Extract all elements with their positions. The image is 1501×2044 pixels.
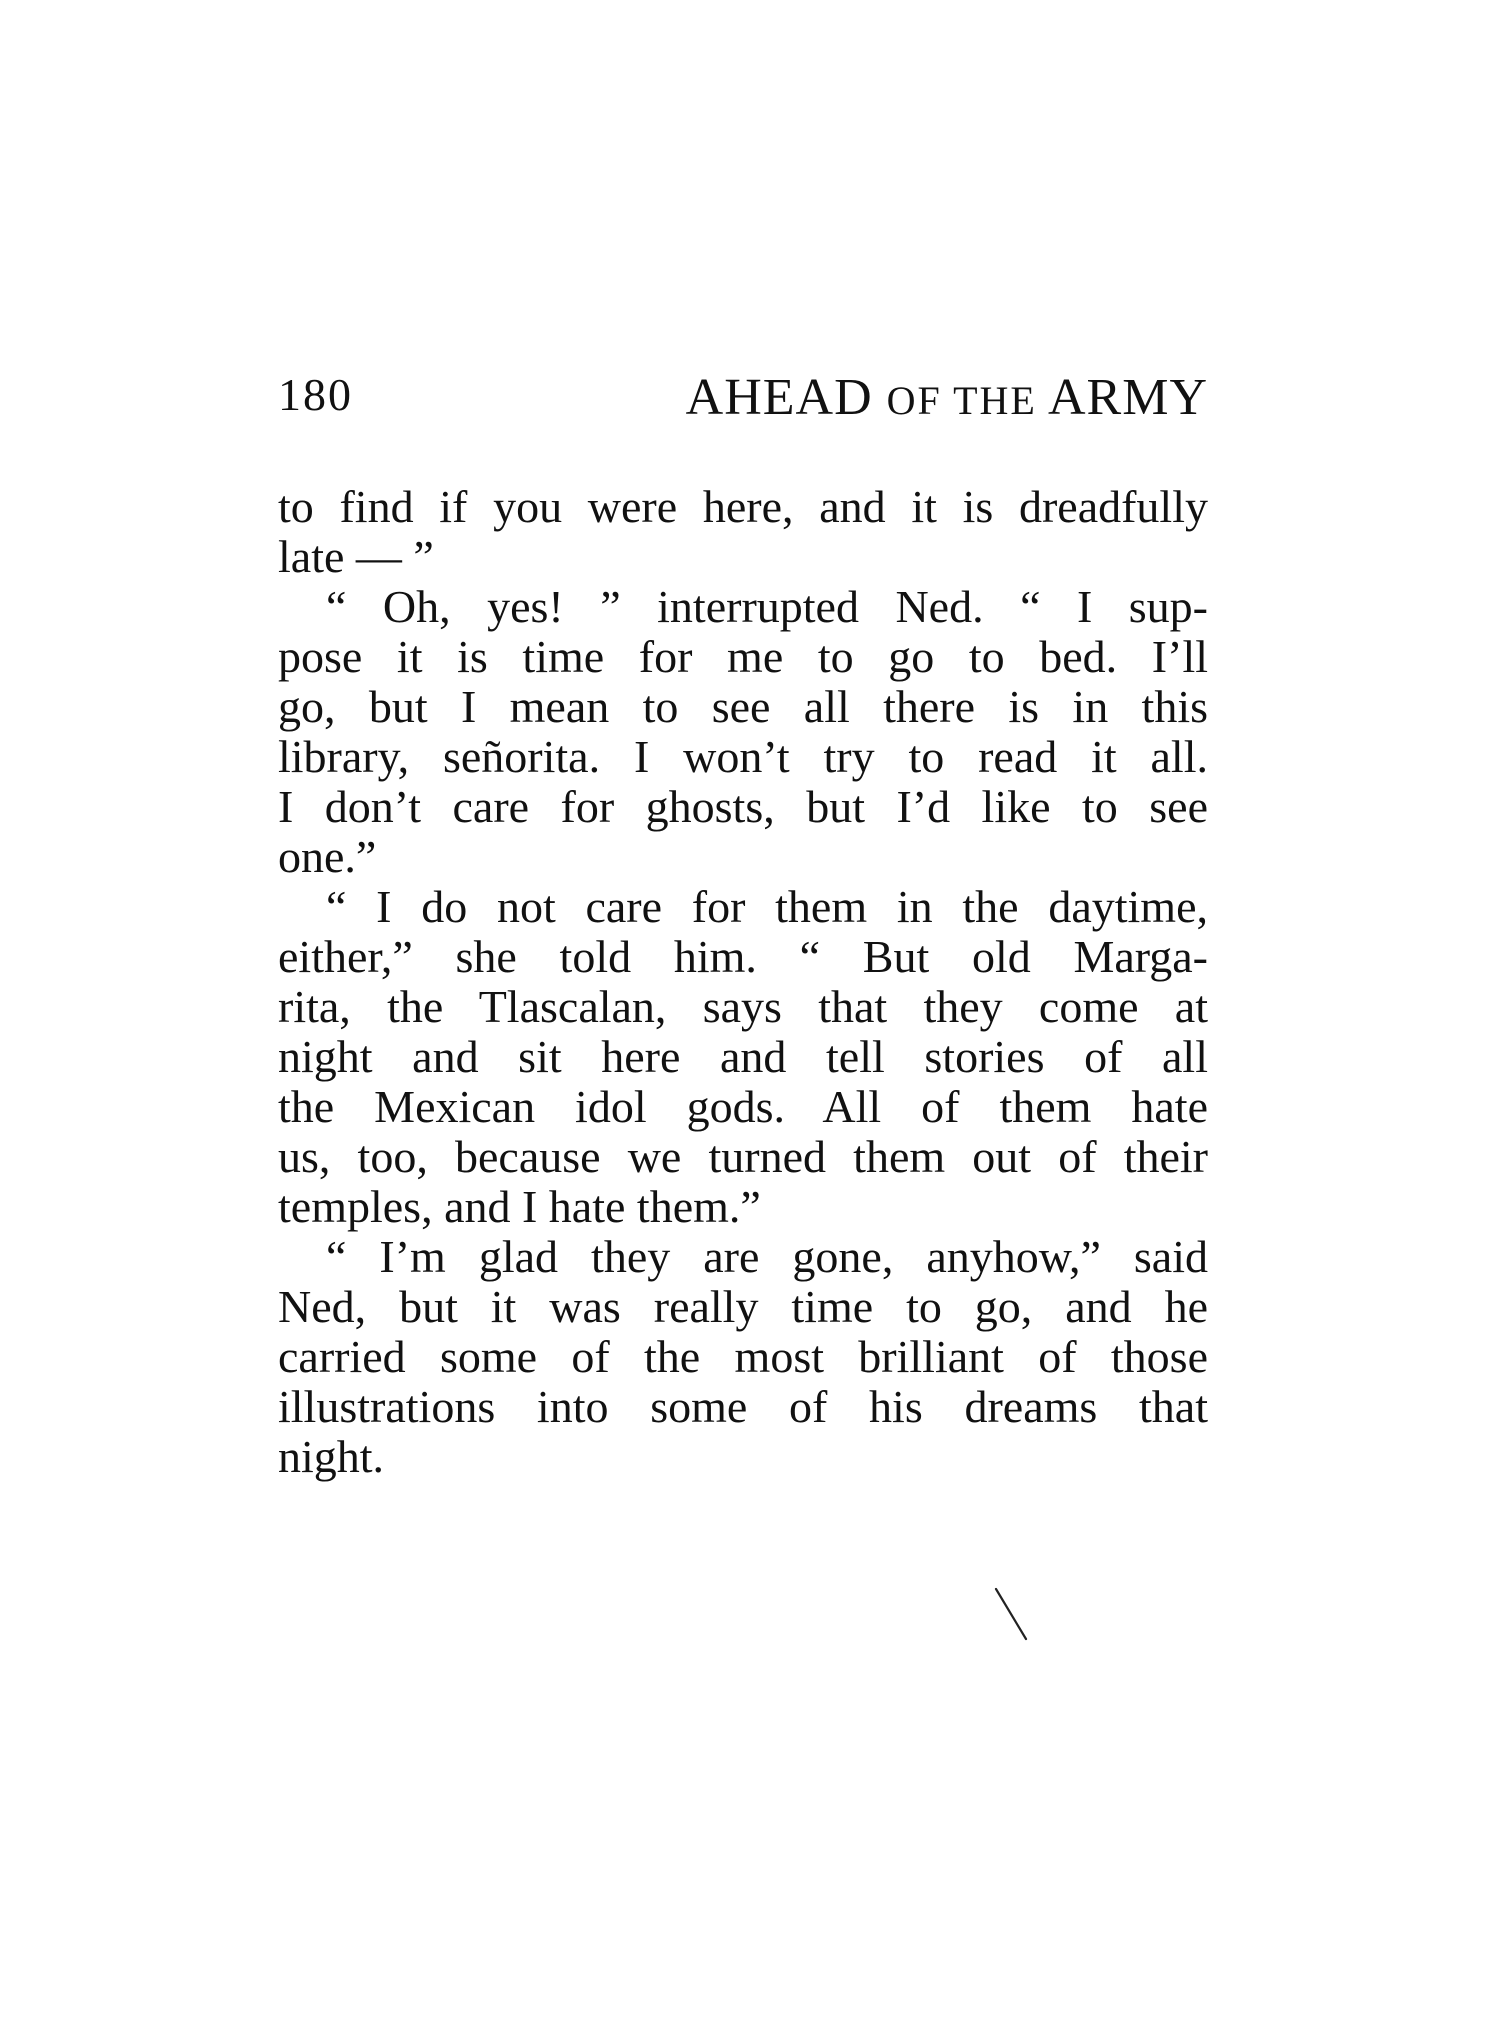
running-head [278, 368, 1208, 438]
text-line: to find if you were here, and it is dreadfully [278, 481, 1208, 532]
running-title-word-1: AHEAD [685, 369, 873, 426]
text-line: Ned, but it was really time to go, and he [278, 1281, 1208, 1332]
text-line: late — ” [278, 531, 434, 582]
text-line: one.” [278, 831, 377, 882]
text-line: the Mexican idol gods. All of them hate [278, 1081, 1208, 1132]
running-title-word-2: ARMY [1047, 369, 1208, 426]
text-line: illustrations into some of his dreams that [278, 1381, 1208, 1432]
text-line: carried some of the most brilliant of those [278, 1331, 1208, 1382]
running-title [686, 368, 1208, 427]
text-line: I don’t care for ghosts, but I’d like to see [278, 781, 1208, 832]
text-line: rita, the Tlascalan, says that they come at [278, 981, 1208, 1032]
text-line: pose it is time for me to go to bed. I’ll [278, 631, 1208, 682]
body-text [278, 482, 1208, 1482]
text-line: “ I do not care for them in the daytime, [326, 881, 1208, 932]
text-line: either,” she told him. “ But old Marga- [278, 931, 1208, 982]
running-title-small-caps: OF THE [886, 378, 1037, 423]
text-line: us, too, because we turned them out of their [278, 1131, 1208, 1182]
text-line: “ I’m glad they are gone, anyhow,” said [326, 1231, 1208, 1282]
stray-mark [992, 1585, 1032, 1645]
text-line: night. [278, 1431, 385, 1482]
text-line: temples, and I hate them.” [278, 1181, 761, 1232]
text-line: library, señorita. I won’t try to read it all. [278, 731, 1208, 782]
text-line: night and sit here and tell stories of all [278, 1031, 1208, 1082]
page-number: 180 [278, 369, 353, 420]
text-line: go, but I mean to see all there is in this [278, 681, 1208, 732]
text-line: “ Oh, yes! ” interrupted Ned. “ I sup- [326, 581, 1208, 632]
